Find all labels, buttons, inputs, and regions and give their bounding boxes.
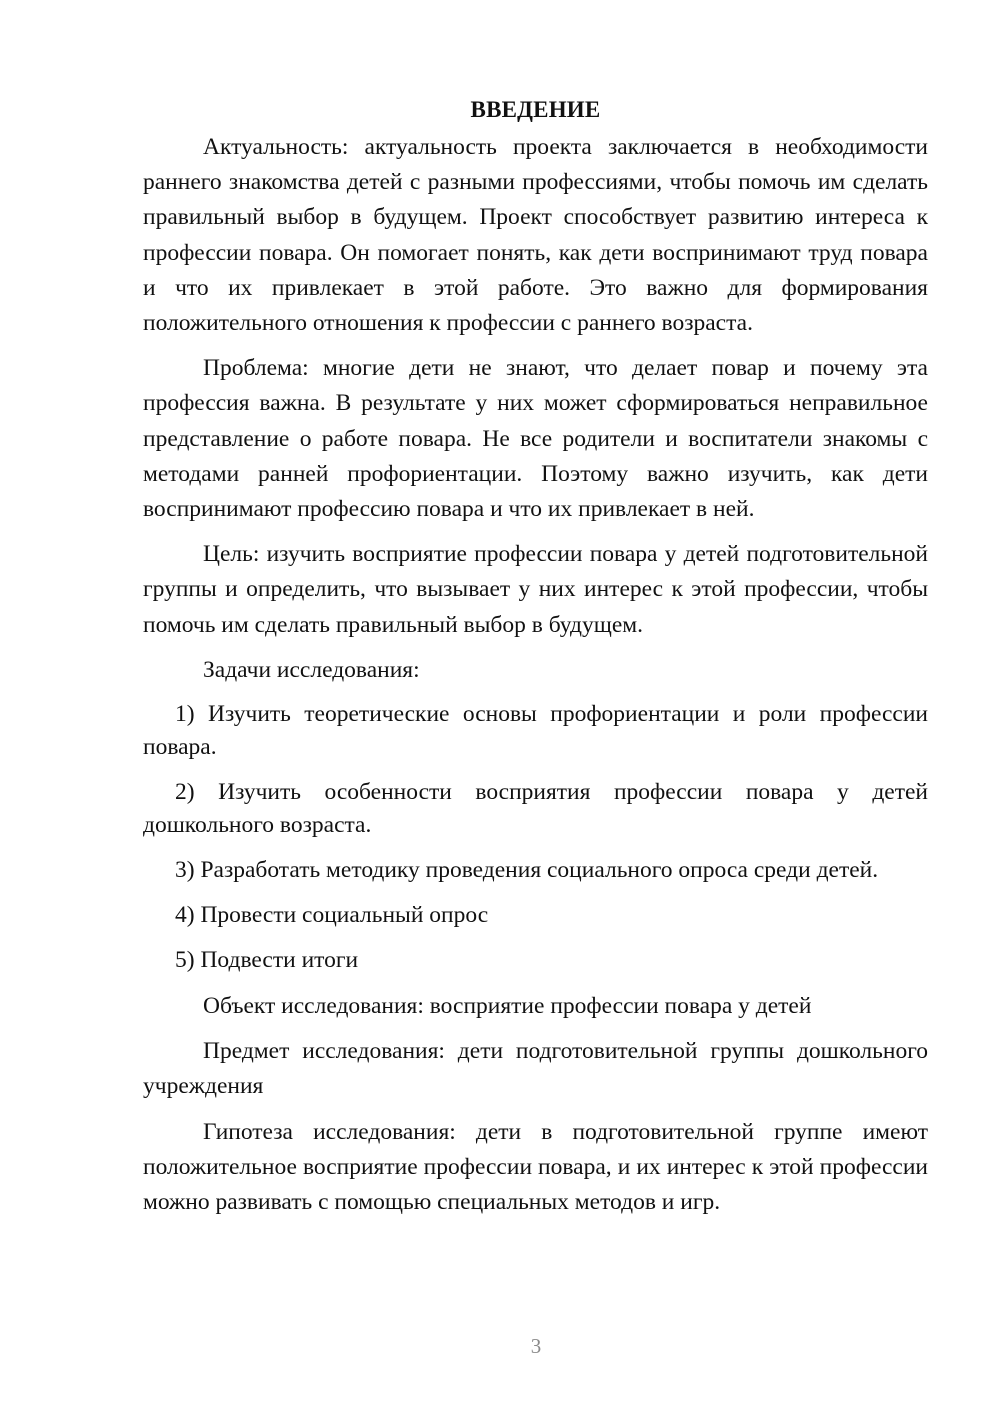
task-item: 2) Изучить особенности восприятия профессии повара у детей дошкольного возраста. [143, 779, 928, 839]
page-body [143, 92, 928, 1230]
goal-paragraph: Цель: изучить восприятие профессии повара у детей подготовительной группы и определить, что вызывает у них интерес к этой профессии, чтобы помочь им сделать правильный выбор в будущем. [143, 541, 928, 638]
task-item: 5) Подвести итоги [175, 947, 359, 974]
tasks-list [143, 698, 928, 977]
relevance-paragraph: Актуальность: актуальность проекта заключается в необходимости раннего знакомства детей с разными профессиями, чтобы помочь им сделать правильный выбор в будущем. Проект способствует развитию интереса к профессии повара. Он помогает понять, как дети воспринимают труд повара и что их привлекает в этой работе. Это важно для формирования положительного отношения к профессии с раннего возраста. [143, 134, 928, 337]
tasks-heading: Задачи исследования: [203, 656, 420, 683]
section-title: ВВЕДЕНИЕ [470, 97, 601, 122]
task-item: 1) Изучить теоретические основы профориентации и роли профессии повара. [143, 701, 928, 761]
task-item: 4) Провести социальный опрос [175, 902, 489, 929]
hypothesis-paragraph: Гипотеза исследования: дети в подготовительной группе имеют положительное восприятие профессии повара, и их интерес к этой профессии можно развивать с помощью специальных методов и игр. [143, 1118, 928, 1216]
problem-paragraph: Проблема: многие дети не знают, что делает повар и почему эта профессия важна. В результате у них может сформироваться неправильное представление о работе повара. Не все родители и воспитатели знакомы с методами ранней профориентации. Поэтому важно изучить, как дети воспринимают профессию повара и что их привлекает в ней. [143, 355, 928, 523]
subject-paragraph: Предмет исследования: дети подготовительной группы дошкольного учреждения [143, 1038, 928, 1100]
task-item: 3) Разработать методику проведения социального опроса среди детей. [175, 857, 879, 884]
object-paragraph: Объект исследования: восприятие профессии повара у детей [203, 993, 812, 1020]
page-number: 3 [530, 1334, 542, 1358]
